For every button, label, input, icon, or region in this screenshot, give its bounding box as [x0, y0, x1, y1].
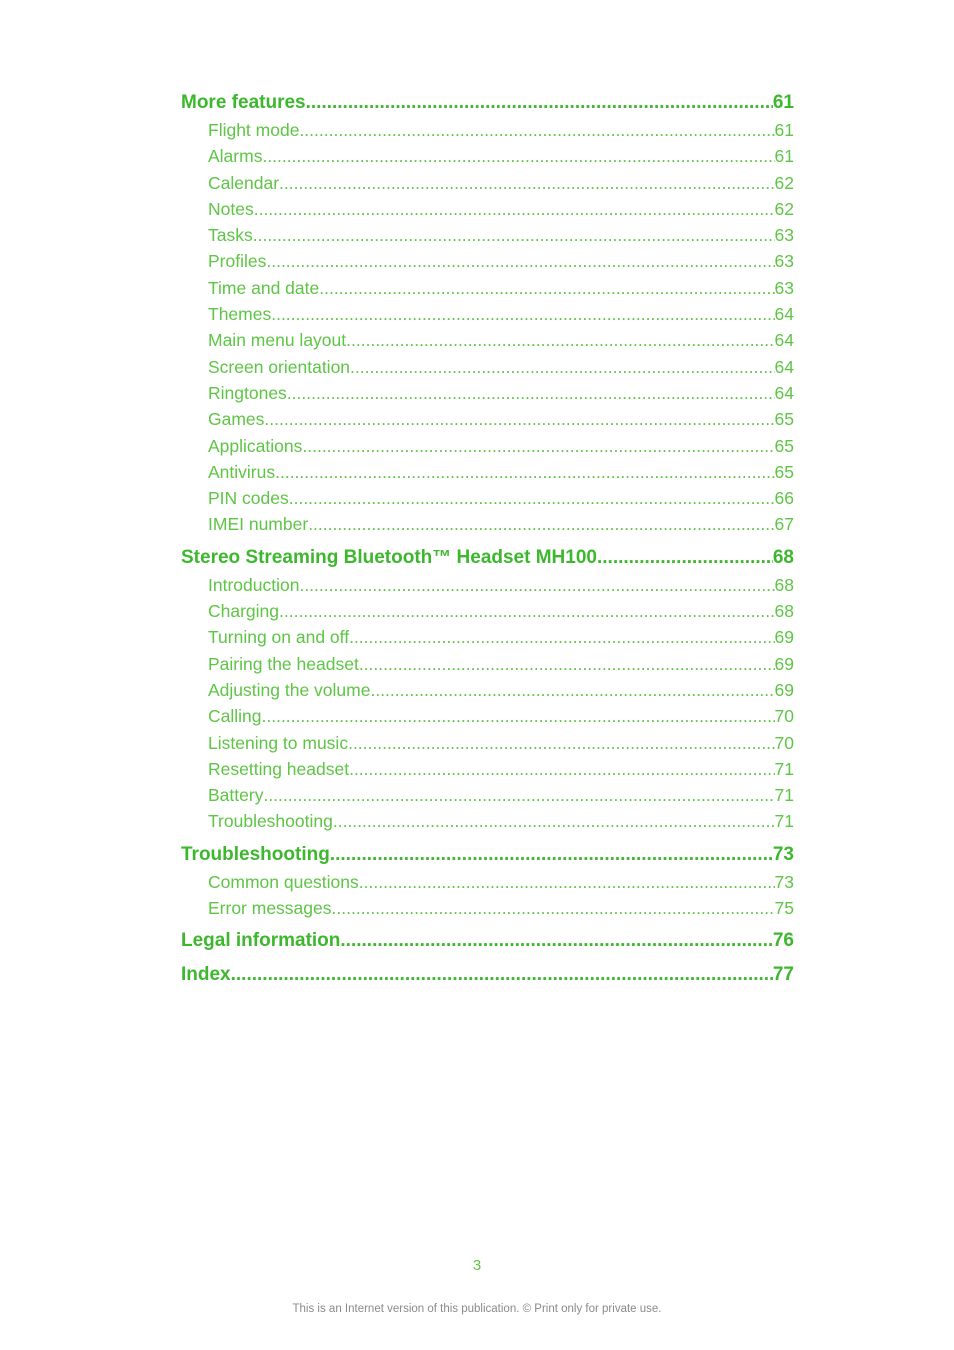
toc-item-page: 66 [774, 488, 794, 509]
toc-item-page: 62 [774, 172, 794, 193]
dot-leader [263, 782, 774, 808]
toc-item-entry[interactable] [181, 380, 794, 406]
dot-leader [302, 433, 774, 459]
toc-item-title: PIN codes [208, 488, 289, 509]
toc-chapter-title: More features [181, 92, 306, 113]
toc-item-entry[interactable] [181, 703, 794, 729]
toc-item-title: Charging [208, 601, 280, 622]
toc-item-page: 68 [774, 601, 794, 622]
toc-chapter-entry[interactable] [181, 927, 794, 955]
toc-chapter-page: 61 [772, 92, 794, 113]
toc-item-title: Applications [208, 435, 303, 456]
dot-leader [262, 143, 774, 169]
toc-chapter-page: 73 [772, 843, 794, 865]
toc-item-entry[interactable] [181, 248, 794, 274]
toc-chapter-entry[interactable] [181, 961, 794, 989]
toc-item-title: Calling [208, 706, 262, 727]
toc-item-title: Themes [208, 304, 272, 325]
dot-leader [275, 459, 774, 485]
toc-item-page: 70 [774, 706, 794, 727]
dot-leader [333, 808, 775, 834]
dot-leader [266, 248, 774, 274]
toc-item-entry[interactable] [181, 572, 794, 598]
toc-item-entry[interactable] [181, 170, 794, 196]
dot-leader [271, 301, 774, 327]
dot-leader [332, 895, 775, 921]
table-of-contents [181, 89, 794, 989]
toc-item-entry[interactable] [181, 406, 794, 432]
toc-chapter-page: 68 [772, 546, 794, 568]
toc-item-page: 61 [774, 120, 794, 140]
toc-chapter-entry[interactable] [181, 89, 794, 117]
toc-item-title: Main menu layout [208, 330, 347, 351]
dot-leader [349, 624, 774, 650]
toc-item-page: 63 [774, 277, 794, 298]
toc-item-entry[interactable] [181, 756, 794, 782]
toc-item-title: Error messages [208, 898, 332, 919]
toc-chapter-title: Stereo Streaming Bluetooth™ Headset MH100 [181, 546, 597, 568]
toc-item-page: 68 [774, 574, 794, 595]
toc-item-page: 64 [774, 304, 794, 325]
toc-chapter-title: Index [181, 964, 231, 986]
toc-item-entry[interactable] [181, 808, 794, 834]
toc-item-title: Pairing the headset [208, 653, 359, 674]
dot-leader [346, 327, 774, 353]
toc-item-title: Profiles [208, 251, 267, 272]
toc-item-page: 71 [774, 811, 794, 832]
toc-chapter-title: Legal information [181, 930, 341, 952]
dot-leader [306, 89, 773, 117]
toc-item-title: Flight mode [208, 120, 300, 140]
page-number: 3 [472, 1257, 482, 1274]
toc-item-entry[interactable] [181, 275, 794, 301]
toc-item-entry[interactable] [181, 354, 794, 380]
dot-leader [359, 651, 775, 677]
toc-item-entry[interactable] [181, 511, 794, 537]
toc-section [181, 927, 794, 955]
dot-leader [349, 756, 774, 782]
toc-item-title: Turning on and off [208, 627, 350, 648]
toc-item-title: Adjusting the volume [208, 679, 371, 700]
toc-item-entry[interactable] [181, 782, 794, 808]
toc-item-entry[interactable] [181, 730, 794, 756]
toc-item-title: Troubleshooting [208, 811, 333, 832]
toc-item-entry[interactable] [181, 327, 794, 353]
toc-item-title: Tasks [208, 225, 253, 246]
dot-leader [264, 406, 774, 432]
toc-item-entry[interactable] [181, 869, 794, 895]
toc-section [181, 961, 794, 989]
toc-item-entry[interactable] [181, 459, 794, 485]
toc-item-page: 71 [774, 785, 794, 806]
toc-item-page: 71 [774, 758, 794, 779]
dot-leader [319, 275, 774, 301]
toc-item-title: Resetting headset [208, 758, 350, 779]
dot-leader [370, 677, 774, 703]
toc-item-title: Calendar [208, 172, 280, 193]
toc-item-title: Common questions [208, 871, 359, 892]
toc-item-title: Notes [208, 198, 254, 219]
toc-item-title: IMEI number [208, 514, 309, 535]
toc-item-entry[interactable] [181, 222, 794, 248]
toc-item-page: 65 [774, 409, 794, 430]
dot-leader [299, 117, 774, 143]
dot-leader [330, 841, 773, 869]
toc-section [181, 841, 794, 922]
toc-item-page: 69 [774, 679, 794, 700]
dot-leader [279, 170, 775, 196]
dot-leader [299, 572, 774, 598]
toc-chapter-title: Troubleshooting [181, 843, 330, 865]
dot-leader [359, 869, 775, 895]
toc-item-page: 61 [774, 146, 794, 167]
toc-item-title: Ringtones [208, 382, 287, 403]
toc-item-title: Time and date [208, 277, 320, 298]
toc-chapter-page: 76 [772, 930, 794, 952]
dot-leader [287, 380, 775, 406]
toc-item-entry[interactable] [181, 895, 794, 921]
dot-leader [340, 927, 772, 955]
toc-chapter-entry[interactable] [181, 544, 794, 572]
toc-item-page: 64 [774, 356, 794, 377]
toc-item-entry[interactable] [181, 117, 794, 143]
toc-item-page: 65 [774, 461, 794, 482]
toc-item-page: 63 [774, 225, 794, 246]
toc-item-title: Listening to music [208, 732, 349, 753]
toc-item-entry[interactable] [181, 485, 794, 511]
toc-item-page: 67 [774, 514, 794, 535]
toc-item-title: Antivirus [208, 461, 276, 482]
toc-item-title: Introduction [208, 574, 300, 595]
toc-item-page: 65 [774, 435, 794, 456]
toc-item-page: 64 [774, 330, 794, 351]
dot-leader [231, 961, 773, 989]
toc-item-title: Battery [208, 785, 264, 806]
dot-leader [308, 511, 774, 537]
toc-section [181, 544, 794, 835]
toc-item-entry[interactable] [181, 598, 794, 624]
toc-item-title: Games [208, 409, 265, 430]
toc-item-page: 73 [774, 871, 794, 892]
dot-leader [254, 196, 775, 222]
toc-item-page: 69 [774, 653, 794, 674]
toc-chapter-entry[interactable] [181, 841, 794, 869]
dot-leader [350, 354, 774, 380]
toc-item-title: Alarms [208, 146, 263, 167]
toc-item-entry[interactable] [181, 651, 794, 677]
dot-leader [289, 485, 775, 511]
toc-item-page: 63 [774, 251, 794, 272]
toc-item-entry[interactable] [181, 143, 794, 169]
toc-item-page: 62 [774, 198, 794, 219]
toc-chapter-page: 77 [772, 964, 794, 986]
toc-item-page: 70 [774, 732, 794, 753]
toc-item-entry[interactable] [181, 196, 794, 222]
toc-item-entry[interactable] [181, 624, 794, 650]
dot-leader [253, 222, 775, 248]
toc-item-page: 69 [774, 627, 794, 648]
dot-leader [348, 730, 774, 756]
toc-item-entry[interactable] [181, 301, 794, 327]
footer-note: This is an Internet version of this publication. © Print only for private use. [292, 1303, 662, 1315]
dot-leader [597, 544, 773, 572]
toc-item-title: Screen orientation [208, 356, 351, 377]
dot-leader [279, 598, 775, 624]
toc-item-page: 75 [774, 898, 794, 919]
toc-item-entry[interactable] [181, 677, 794, 703]
toc-section [181, 89, 794, 538]
toc-item-page: 64 [774, 382, 794, 403]
toc-item-entry[interactable] [181, 433, 794, 459]
dot-leader [262, 703, 775, 729]
